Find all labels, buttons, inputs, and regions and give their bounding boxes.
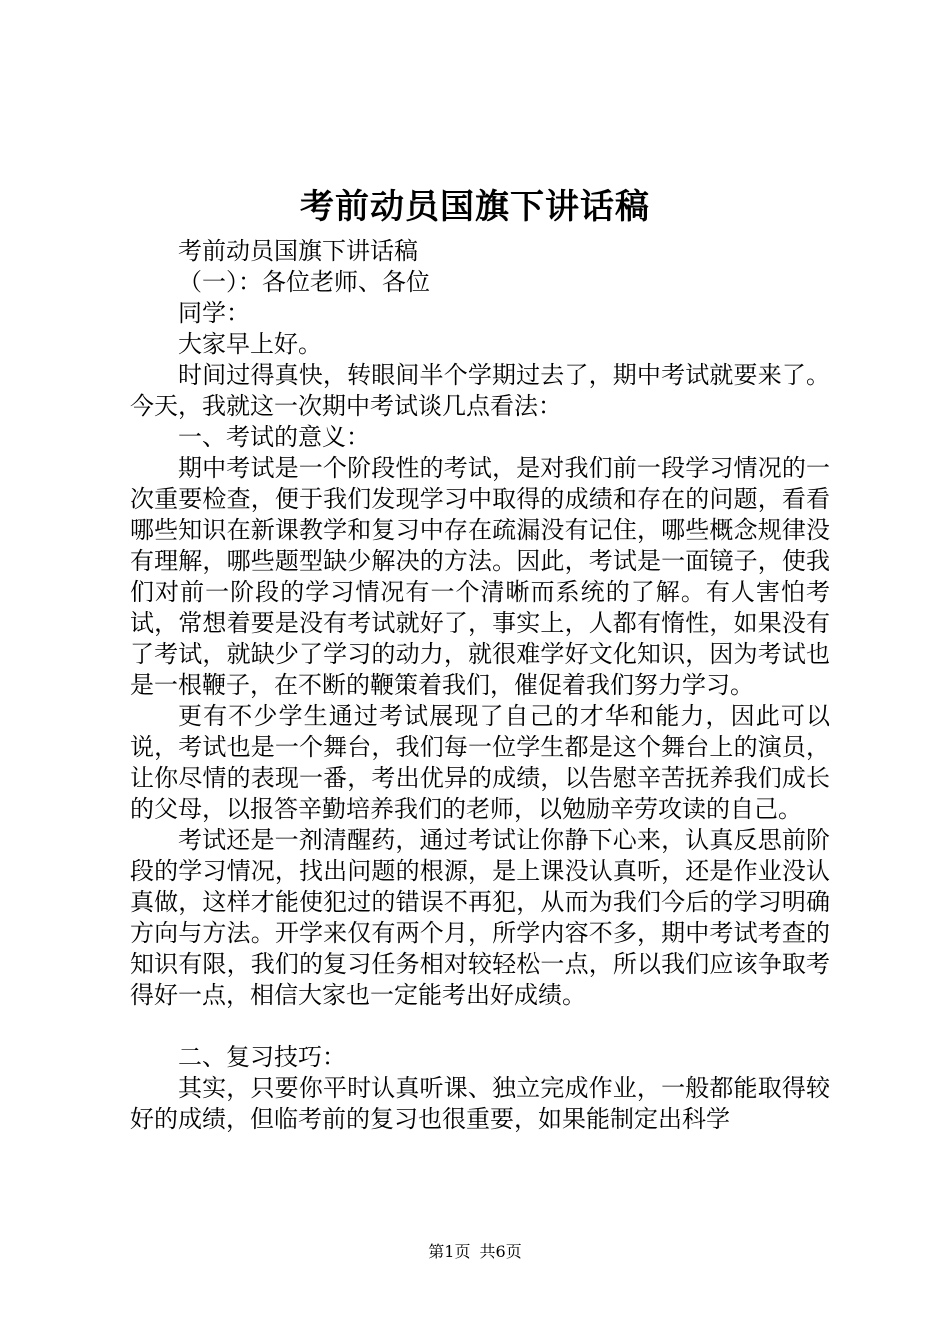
paragraph-intro: 时间过得真快，转眼间半个学期过去了，期中考试就要来了。今天，我就这一次期中考试谈几点看法： <box>130 361 830 420</box>
paragraph-heading: 考前动员国旗下讲话稿 <box>178 237 418 265</box>
paragraph-meaning-mirror: 期中考试是一个阶段性的考试，是对我们前一段学习情况的一次重要检查，便于我们发现学习中取得的成绩和存在的问题，看看哪些知识在新课教学和复习中存在疏漏没有记住，哪些概念规律没有理解，哪些题型缺少解决的方法。因此，考试是一面镜子，使我们对前一阶段的学习情况有一个清晰而系统的了解。有人害怕考试，常想着要是没有考试就好了，事实上，人都有惰性，如果没有了考试，就缺少了学习的动力，就很难学好文化知识，因为考试也是一根鞭子，在不断的鞭策着我们，催促着我们努力学习。 <box>130 454 830 699</box>
paragraph-meaning-stage: 更有不少学生通过考试展现了自己的才华和能力，因此可以说，考试也是一个舞台，我们每一位学生都是这个舞台上的演员，让你尽情的表现一番，考出优异的成绩，以告慰辛苦抚养我们成长的父母，以报答辛勤培养我们的老师，以勉励辛劳攻读的自己。 <box>130 702 830 823</box>
page-total: 共6页 <box>479 1242 522 1261</box>
document-title: 考前动员国旗下讲话稿 <box>300 187 650 227</box>
paragraph-meaning-medicine: 考试还是一剂清醒药，通过考试让你静下心来，认真反思前阶段的学习情况，找出问题的根源，是上课没认真听，还是作业没认真做，这样才能使犯过的错误不再犯，从而为我们今后的学习明确方向与方法。开学来仅有两个月，所学内容不多，期中考试考查的知识有限，我们的复习任务相对较轻松一点，所以我们应该争取考得好一点，相信大家也一定能考出好成绩。 <box>130 826 830 1009</box>
paragraph-salutation-part1: （一）：各位老师、各位 <box>178 268 430 296</box>
section-heading-meaning: 一、考试的意义： <box>178 423 370 451</box>
paragraph-greeting: 大家早上好。 <box>178 330 322 358</box>
page-number: 第1页 <box>428 1242 471 1261</box>
section-heading-review: 二、复习技巧： <box>178 1043 346 1071</box>
paragraph-review: 其实，只要你平时认真听课、独立完成作业，一般都能取得较好的成绩，但临考前的复习也很重要，如果能制定出科学 <box>130 1074 830 1133</box>
page-footer <box>0 1241 950 1263</box>
document-body <box>130 236 830 1135</box>
paragraph-salutation-part2: 同学： <box>178 299 250 327</box>
